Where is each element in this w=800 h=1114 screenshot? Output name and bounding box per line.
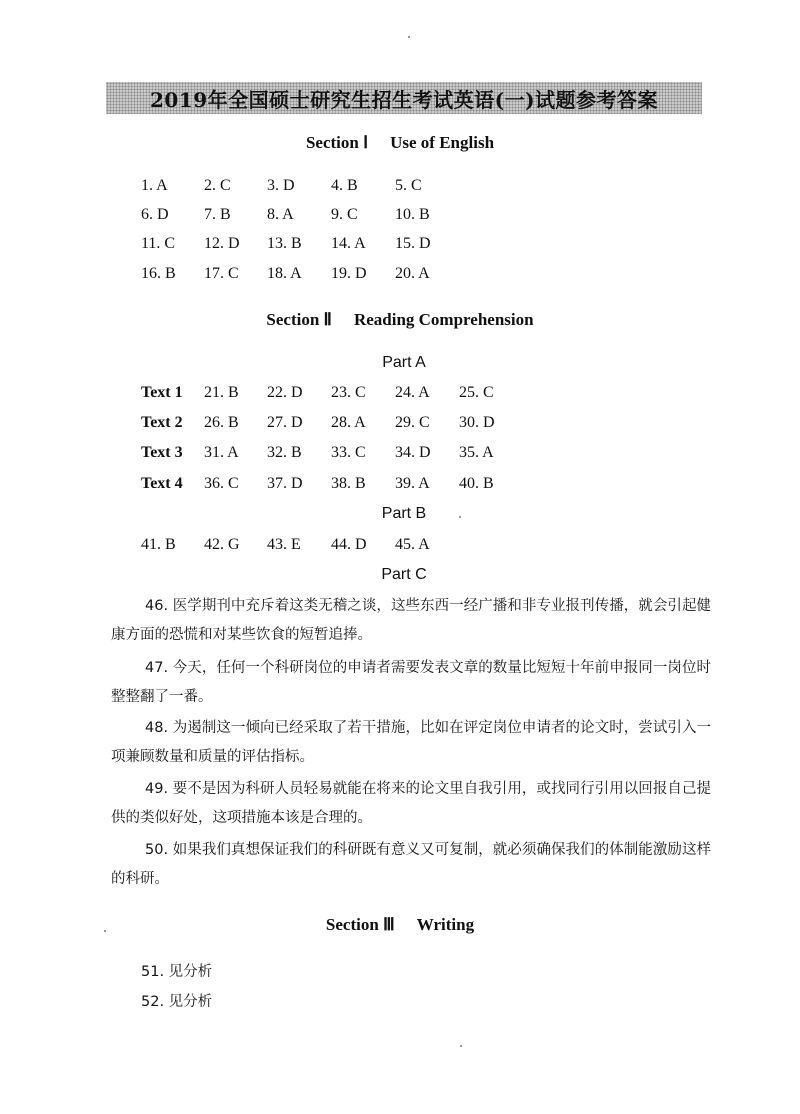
section-1-heading [0, 133, 800, 153]
text-label: Text 1 [141, 384, 183, 401]
page-title: 2019年全国硕士研究生招生考试英语(一)试题参考答案 [149, 87, 659, 112]
answer-cell: 13. B [267, 235, 302, 252]
section-2-label: Section Ⅱ [266, 310, 332, 329]
answer-cell: 14. A [331, 235, 366, 252]
answer-cell: 25. C [459, 384, 494, 401]
translation-paragraph: 48. 为遏制这一倾向已经采取了若干措施，比如在评定岗位申请者的论文时，尝试引入一项兼顾数量和质量的评估指标。 [111, 720, 711, 765]
answer-cell: 36. C [204, 475, 239, 492]
answer-cell: 5. C [395, 177, 422, 194]
writing-answer: 51. 见分析 [141, 964, 213, 980]
answer-cell: 34. D [395, 444, 431, 461]
scan-speck [460, 1045, 462, 1047]
part-b-heading: Part B [381, 505, 427, 522]
answer-cell: 2. C [204, 177, 231, 194]
text-label: Text 4 [141, 475, 183, 492]
answer-cell: 8. A [267, 206, 294, 223]
answer-cell: 21. B [204, 384, 239, 401]
answer-cell: 12. D [204, 235, 240, 252]
answer-cell: 26. B [204, 414, 239, 431]
answer-cell: 20. A [395, 265, 430, 282]
section-1-name: Use of English [390, 133, 495, 152]
answer-cell: 30. D [459, 414, 495, 431]
answer-cell: 9. C [331, 206, 358, 223]
answer-cell: 28. A [331, 414, 366, 431]
translation-paragraph: 49. 要不是因为科研人员轻易就能在将来的论文里自我引用，或找同行引用以回报自己提供的类似好处，这项措施本该是合理的。 [111, 781, 711, 826]
answer-cell: 42. G [204, 536, 240, 553]
translation-paragraph: 50. 如果我们真想保证我们的科研既有意义又可复制，就必须确保我们的体制能激励这样的科研。 [111, 842, 711, 887]
answer-cell: 27. D [267, 414, 303, 431]
answer-cell: 15. D [395, 235, 431, 252]
text-label: Text 2 [141, 414, 183, 431]
answer-cell: 44. D [331, 536, 367, 553]
section-1-label: Section Ⅰ [305, 133, 369, 152]
section-3-label: Section Ⅲ [325, 915, 395, 934]
answer-cell: 43. E [267, 536, 301, 553]
answer-cell: 1. A [141, 177, 168, 194]
answer-cell: 18. A [267, 265, 302, 282]
section-2-name: Reading Comprehension [353, 310, 534, 329]
translation-paragraph: 46. 医学期刊中充斥着这类无稽之谈，这些东西一经广播和非专业报刊传播，就会引起健康方面的恐慌和对某些饮食的短暂追捧。 [111, 598, 711, 643]
title-banner [106, 82, 702, 114]
text-label: Text 3 [141, 444, 183, 461]
answer-cell: 24. A [395, 384, 430, 401]
answer-cell: 23. C [331, 384, 366, 401]
answer-cell: 17. C [204, 265, 239, 282]
answer-cell: 11. C [141, 235, 176, 252]
scan-speck [408, 36, 410, 38]
writing-answer: 52. 见分析 [141, 994, 213, 1010]
answer-cell: 6. D [141, 206, 169, 223]
answer-cell: 38. B [331, 475, 366, 492]
answer-cell: 19. D [331, 265, 367, 282]
answer-cell: 7. B [204, 206, 231, 223]
answer-cell: 4. B [331, 177, 358, 194]
answer-cell: 3. D [267, 177, 295, 194]
scan-speck [459, 516, 461, 518]
answer-cell: 39. A [395, 475, 430, 492]
answer-cell: 29. C [395, 414, 430, 431]
answer-cell: 45. A [395, 536, 430, 553]
section-3-name: Writing [416, 915, 475, 934]
translation-paragraph: 47. 今天，任何一个科研岗位的申请者需要发表文章的数量比短短十年前申报同一岗位时整整翻了一番。 [111, 660, 711, 705]
answer-cell: 22. D [267, 384, 303, 401]
section-2-heading [0, 310, 800, 330]
answer-cell: 31. A [204, 444, 239, 461]
part-a-heading: Part A [382, 354, 426, 371]
answer-cell: 37. D [267, 475, 303, 492]
answer-cell: 40. B [459, 475, 494, 492]
scan-speck [104, 930, 106, 932]
answer-cell: 35. A [459, 444, 494, 461]
answer-cell: 41. B [141, 536, 176, 553]
answer-cell: 33. C [331, 444, 366, 461]
answer-cell: 16. B [141, 265, 176, 282]
answer-cell: 10. B [395, 206, 430, 223]
section-3-heading [0, 915, 800, 935]
answer-cell: 32. B [267, 444, 302, 461]
part-c-heading: Part C [381, 566, 427, 583]
